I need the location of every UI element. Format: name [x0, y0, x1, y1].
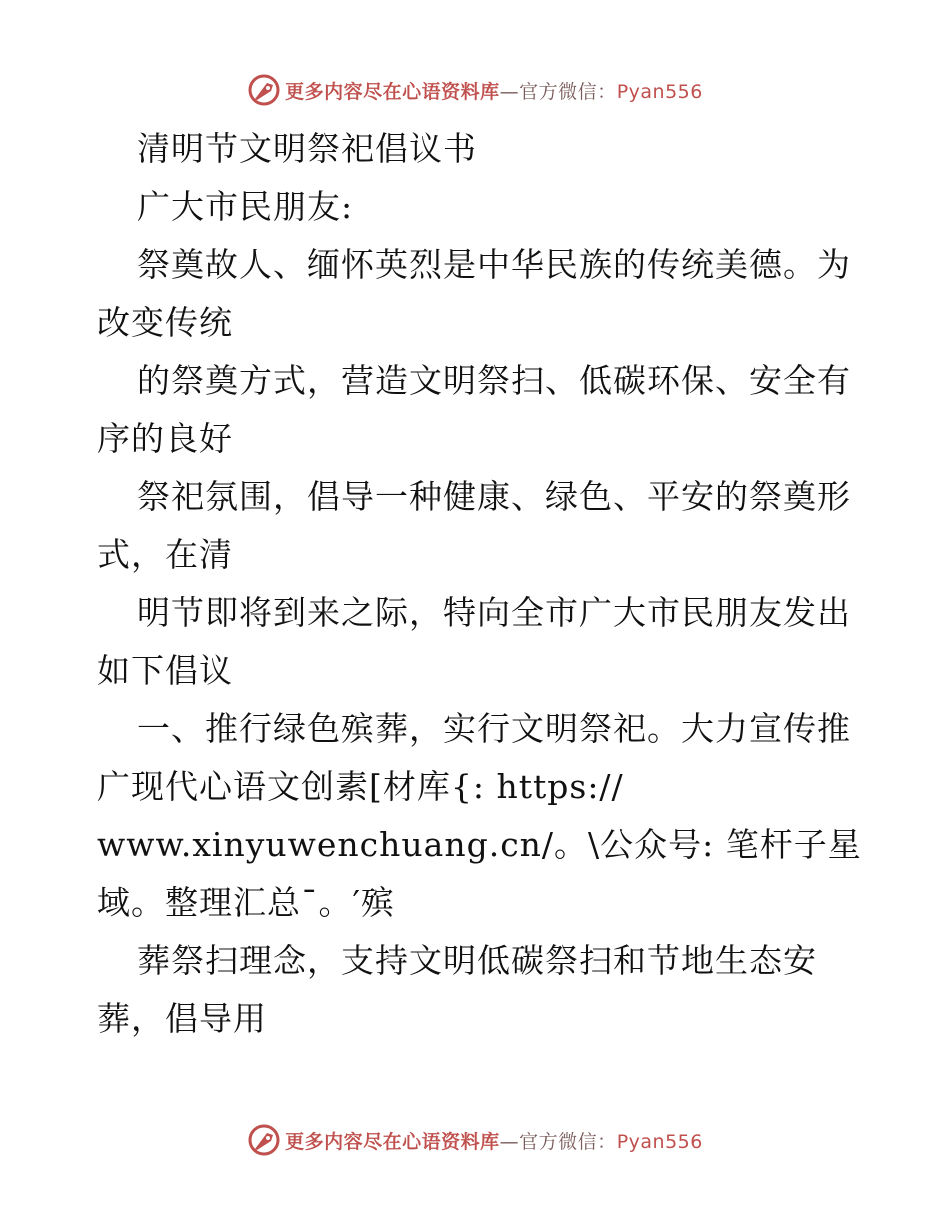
banner-text — [285, 77, 703, 104]
document-line: 序的良好 — [97, 419, 233, 458]
document-line: 式，在清 — [97, 535, 233, 574]
document-line: 祭祀氛围，倡导一种健康、绿色、平安的祭奠形 — [137, 477, 851, 516]
banner-separator: — — [499, 1130, 520, 1153]
banner-wechat-label: 官方微信： — [519, 1130, 617, 1153]
document-line: 祭奠故人、缅怀英烈是中华民族的传统美德。为 — [137, 245, 851, 284]
pen-nib-logo-icon — [247, 1123, 281, 1157]
document-line: 清明节文明祭祀倡议书 — [137, 129, 477, 168]
document-line: 的祭奠方式，营造文明祭扫、低碳环保、安全有 — [137, 361, 851, 400]
document-line: 广现代心语文创素[材库{: https:// — [97, 767, 624, 806]
document-line: 明节即将到来之际，特向全市广大市民朋友发出 — [137, 593, 851, 632]
banner-separator: — — [499, 80, 520, 103]
banner-wechat-id: Pyan556 — [616, 80, 703, 103]
header-banner — [0, 70, 950, 110]
document-line: 一、推行绿色殡葬，实行文明祭祀。大力宣传推 — [137, 709, 851, 748]
document-line: 如下倡议 — [97, 651, 233, 690]
document-line: 葬祭扫理念，支持文明低碳祭扫和节地生态安 — [137, 941, 817, 980]
banner-main-text: 更多内容尽在心语资料库 — [285, 80, 500, 103]
document-body — [97, 120, 862, 1048]
document-line: www.xinyuwenchuang.cn/。\公众号: 笔杆子星 — [97, 825, 862, 864]
document-line: 葬，倡导用 — [97, 999, 267, 1038]
banner-text — [285, 1127, 703, 1154]
banner-wechat-label: 官方微信： — [519, 80, 617, 103]
document-line: 改变传统 — [97, 303, 233, 342]
banner-main-text: 更多内容尽在心语资料库 — [285, 1130, 500, 1153]
document-line: 域。整理汇总¯。′殡 — [97, 883, 395, 922]
document-line: 广大市民朋友: — [137, 187, 354, 226]
banner-wechat-id: Pyan556 — [616, 1130, 703, 1153]
footer-banner — [0, 1120, 950, 1160]
pen-nib-logo-icon — [247, 73, 281, 107]
